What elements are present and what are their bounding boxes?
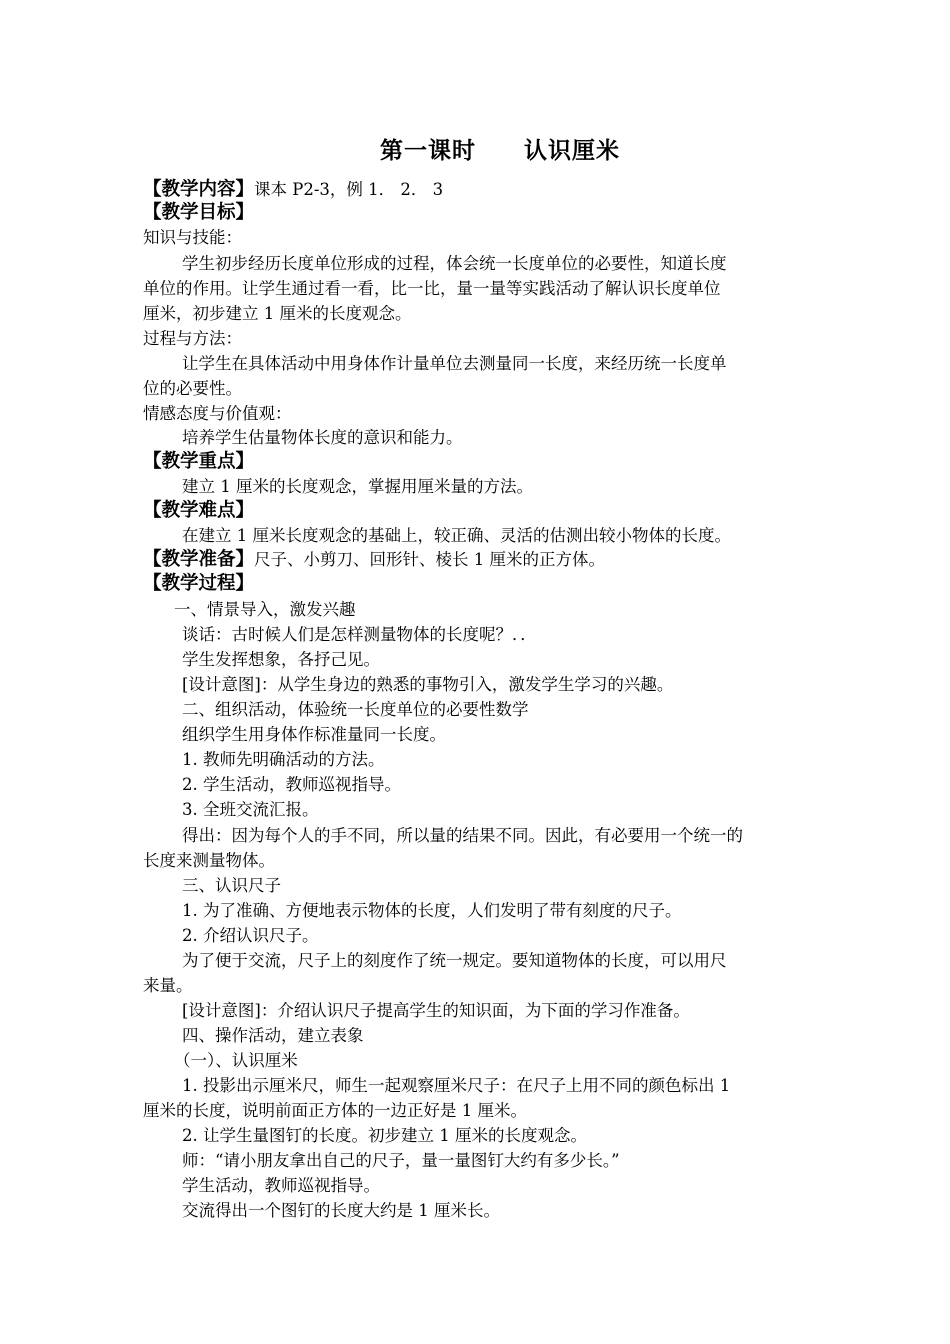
content-text: 课本 P2-3，例 1． 2． 3 — [254, 180, 444, 199]
s2-intro: 组织学生用身体作标准量同一长度。 — [182, 725, 446, 744]
s1-intent: [设计意图]：从学生身边的熟悉的事物引入，激发学生学习的兴趣。 — [182, 675, 674, 694]
s4-item-1-line-1: 1. 投影出示厘米尺，师生一起观察厘米尺子：在尺子上用不同的颜色标出 1 — [182, 1076, 731, 1095]
difficult-heading: 【教学难点】 — [143, 500, 255, 521]
s1-title: 一、情景导入，激发兴趣 — [174, 600, 356, 619]
s3-intent: [设计意图]：介绍认识尺子提高学生的知识面，为下面的学习作准备。 — [182, 1001, 690, 1020]
s2-item-2: 2. 学生活动，教师巡视指导。 — [182, 775, 401, 794]
s4-title: 四、操作活动，建立表象 — [182, 1026, 364, 1045]
content-row — [143, 180, 443, 200]
s2-conclusion-2: 长度来测量物体。 — [143, 851, 275, 870]
s3-title: 三、认识尺子 — [182, 876, 281, 895]
s3-item-2: 2. 介绍认识尺子。 — [182, 926, 319, 945]
difficult-text: 在建立 1 厘米长度观念的基础上，较正确、灵活的估测出较小物体的长度。 — [182, 526, 731, 545]
key-heading: 【教学重点】 — [143, 451, 255, 472]
s4-students: 学生活动，教师巡视指导。 — [182, 1176, 380, 1195]
s2-conclusion-1: 得出：因为每个人的手不同，所以量的结果不同。因此，有必要用一个统一的 — [182, 826, 743, 845]
knowledge-line-1: 学生初步经历长度单位形成的过程，体会统一长度单位的必要性，知道长度 — [182, 254, 727, 273]
knowledge-line-2: 单位的作用。让学生通过看一看，比一比，量一量等实践活动了解认识长度单位 — [143, 279, 721, 298]
knowledge-line-3: 厘米，初步建立 1 厘米的长度观念。 — [143, 304, 412, 323]
s4-item-2: 2. 让学生量图钉的长度。初步建立 1 厘米的长度观念。 — [182, 1126, 587, 1145]
emotion-text: 培养学生估量物体长度的意识和能力。 — [182, 428, 463, 447]
s4-sub: （一）、认识厘米 — [174, 1051, 298, 1070]
process-label: 过程与方法： — [143, 329, 242, 348]
procedure-heading: 【教学过程】 — [143, 573, 255, 594]
knowledge-label: 知识与技能： — [143, 228, 242, 247]
s1-talk: 谈话：古时候人们是怎样测量物体的长度呢？．． — [182, 625, 537, 644]
page-title: 第一课时 认识厘米 — [380, 137, 620, 164]
s2-item-3: 3. 全班交流汇报。 — [182, 800, 319, 819]
s4-teacher: 师：“请小朋友拿出自己的尺子，量一量图钉大约有多少长。” — [182, 1151, 620, 1170]
s2-item-1: 1. 教师先明确活动的方法。 — [182, 750, 385, 769]
s1-students: 学生发挥想象，各抒己见。 — [182, 650, 380, 669]
content-heading: 【教学内容】 — [143, 179, 255, 200]
s2-title: 二、组织活动，体验统一长度单位的必要性数学 — [182, 700, 529, 719]
s3-item-1: 1. 为了准确、方便地表示物体的长度，人们发明了带有刻度的尺子。 — [182, 901, 682, 920]
prep-heading: 【教学准备】 — [143, 549, 255, 570]
prep-text: 尺子、小剪刀、回形针、棱长 1 厘米的正方体。 — [254, 550, 606, 569]
s4-result: 交流得出一个图钉的长度大约是 1 厘米长。 — [182, 1201, 500, 1220]
process-line-2: 位的必要性。 — [143, 379, 242, 398]
s3-text-1: 为了便于交流，尺子上的刻度作了统一规定。要知道物体的长度，可以用尺 — [182, 951, 727, 970]
s3-text-2: 来量。 — [143, 976, 193, 995]
prep-row — [143, 550, 605, 570]
key-text: 建立 1 厘米的长度观念，掌握用厘米量的方法。 — [182, 477, 533, 496]
objectives-heading: 【教学目标】 — [143, 202, 255, 223]
s4-item-1-line-2: 厘米的长度，说明前面正方体的一边正好是 1 厘米。 — [143, 1101, 527, 1120]
process-line-1: 让学生在具体活动中用身体作计量单位去测量同一长度，来经历统一长度单 — [182, 354, 727, 373]
emotion-label: 情感态度与价值观： — [143, 404, 292, 423]
